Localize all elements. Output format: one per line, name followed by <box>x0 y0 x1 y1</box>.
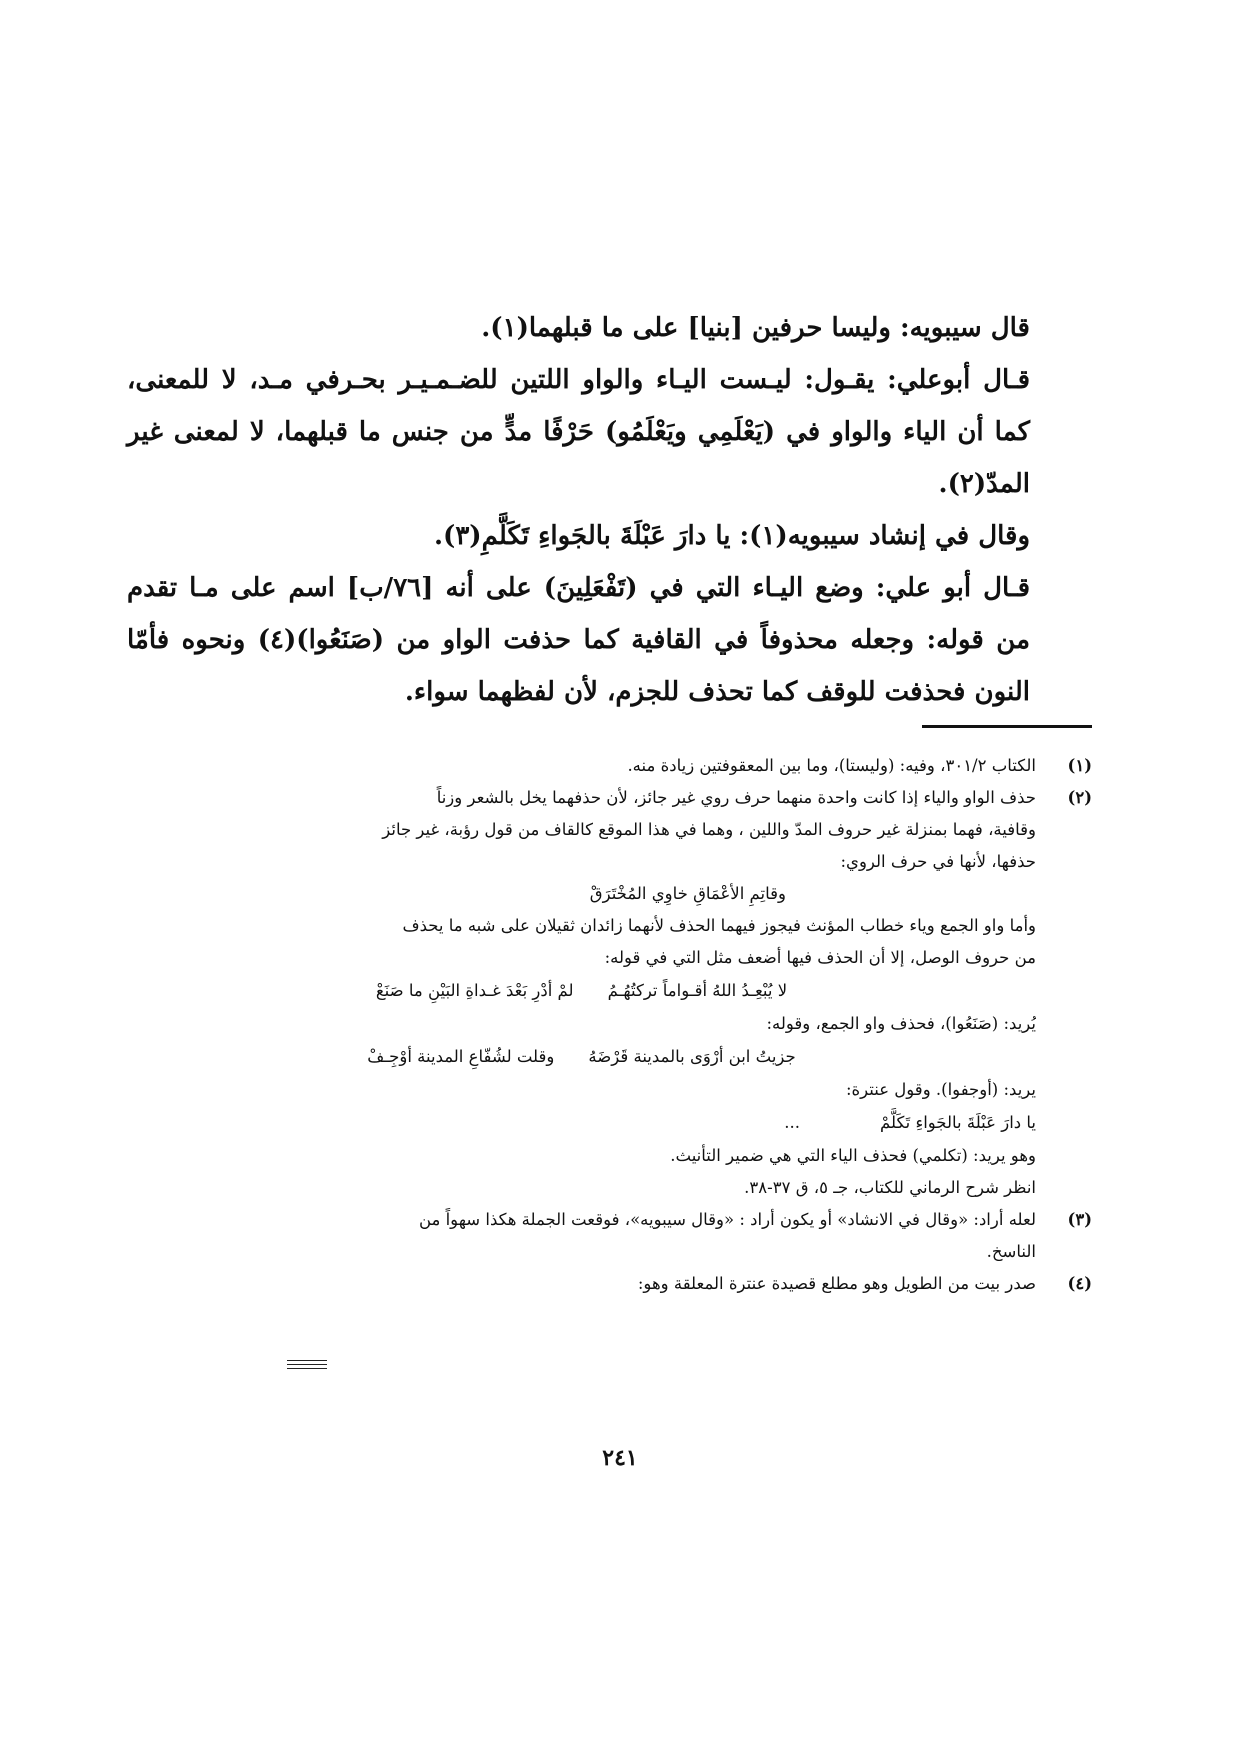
footnote-1 <box>127 750 1092 782</box>
footnote-3 <box>127 1204 1092 1268</box>
continuation-marker <box>287 1360 327 1370</box>
footnote-number: (١) <box>1067 756 1092 775</box>
footnote-2 <box>127 782 1092 1204</box>
verse-second-hemistich: وقلت لشُفّاعِ المدينة أوْجِـفْ <box>367 1047 555 1066</box>
page-number: ٢٤١ <box>602 1445 638 1471</box>
footnote-number: (٤) <box>1067 1274 1092 1293</box>
footnote-line: حذف الواو والياء إذا كانت واحدة منهما حرف روي غير جائز، لأن حذفهما يخل بالشعر وزناً <box>436 788 1036 807</box>
main-text <box>127 302 1092 718</box>
verse-first-hemistich: يا دارَ عَبْلَةَ بالجَواءِ تَكَلَّمْ <box>880 1113 1036 1132</box>
footnote-line: الناسخ. <box>986 1242 1036 1261</box>
footnote-line: وقافية، فهما بمنزلة غير حروف المدّ واللين ، وهما في هذا الموقع كالقاف من قول رؤبة، غير جائز <box>382 820 1036 839</box>
verse-second-hemistich: لمْ أدْرِ بَعْدَ غـداةِ البَيْنِ ما صَنَعْ <box>375 981 574 1000</box>
paragraph: قـال أبوعلي: يقـول: ليـست اليـاء والواو اللتين للضـمـيـر بحـرفي مـد، لا للمعنى، كما أن الياء والواو في (يَعْلَمِي ويَعْلَمُو) حَرْفًا مدٍّ من جنس ما قبلهما، لا لمعنى غير المدّ(٢). <box>127 365 1030 499</box>
footnotes <box>127 750 1092 1300</box>
verse-line <box>127 1040 1036 1074</box>
quoted-verse: وقاتِمِ الأعْمَاقِ خاوِي المُخْتَرَقْ <box>589 884 786 903</box>
paragraph: قال سيبويه: وليسا حرفين [بنيا] على ما قبلهما(١). <box>481 313 1030 343</box>
footnote-4 <box>127 1268 1092 1300</box>
footnote-line: وهو يريد: (تكلمي) فحذف الياء التي هي ضمير التأنيث. <box>670 1146 1036 1165</box>
verse-line <box>127 1106 1036 1140</box>
footnote-text: الكتاب ٣٠١/٢، وفيه: (وليستا)، وما بين المعقوفتين زيادة منه. <box>627 756 1036 775</box>
footnote-separator <box>922 725 1092 728</box>
footnote-line: من حروف الوصل، إلا أن الحذف فيها أضعف مثل التي في قوله: <box>604 948 1036 967</box>
footnote-text: صدر بيت من الطويل وهو مطلع قصيدة عنترة المعلقة وهو: <box>637 1274 1036 1293</box>
verse-second-hemistich: ... <box>784 1113 801 1132</box>
verse-first-hemistich: لا يُبْعِـدُ اللهُ أقـواماً تركتُهُـمُ <box>607 981 788 1000</box>
footnote-line: لعله أراد: «وقال في الانشاد» أو يكون أراد : «وقال سيبويه»، فوقعت الجملة هكذا سهواً من <box>418 1210 1036 1229</box>
footnote-number: (٢) <box>1067 788 1092 807</box>
paragraph: وقال في إنشاد سيبويه(١): يا دارَ عَبْلَةَ بالجَواءِ تَكَلَّمِ(٣). <box>433 521 1030 551</box>
footnote-line: وأما واو الجمع وياء خطاب المؤنث فيجوز فيهما الحذف لأنهما زائدان ثقيلان على شبه ما يحذف <box>402 916 1036 935</box>
verse-line <box>127 974 1036 1008</box>
footnote-line: انظر شرح الرماني للكتاب، جـ ٥، ق ٣٧-٣٨. <box>744 1178 1036 1197</box>
footnote-number: (٣) <box>1067 1210 1092 1229</box>
paragraph: قـال أبو علي: وضع اليـاء التي في (تَفْعَلِينَ) على أنه [٧٦/ب] اسم على مـا تقدم من قوله: وجعله محذوفاً في القافية كما حذفت الواو من (صَنَعُوا)(٤) ونحوه فأمّا النون فحذفت للوقف كما تحذف للجزم، لأن لفظهما سواء. <box>127 573 1031 707</box>
footnote-line: حذفها، لأنها في حرف الروي: <box>840 852 1036 871</box>
verse-first-hemistich: جزيتُ ابن أرْوَى بالمدينة قَرْضَهُ <box>588 1047 796 1066</box>
footnote-line: يُريد: (صَنَعُوا)، فحذف واو الجمع، وقوله: <box>766 1014 1036 1033</box>
footnote-line: يريد: (أوجفوا). وقول عنترة: <box>845 1080 1036 1099</box>
